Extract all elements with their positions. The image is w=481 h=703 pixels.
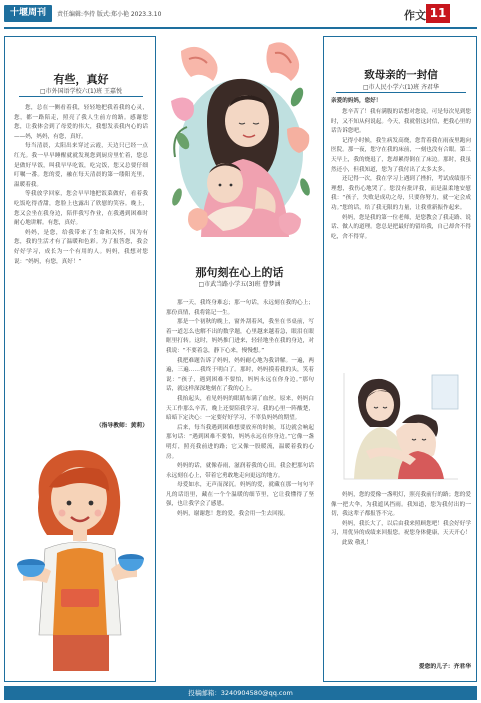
header-divider xyxy=(4,27,477,29)
paragraph: 您辛苦了！我有满腹的话想对您说，可是每次见到您时，又不知从何说起。今天，我就借这封信，把我心里的话告诉您吧。 xyxy=(331,109,471,135)
article3-rule xyxy=(336,92,466,93)
mother-child-floral-illustration xyxy=(167,37,313,251)
editor-meta: 责任编辑:李持 版式:郑小艳 2023.3.10 xyxy=(57,11,162,18)
paragraph: 母爱如水，无声而深沉。妈妈的爱，就藏在那一句句平凡的话语里，藏在一个个温暖的细节里，它让我懂得了坚强，也让我学会了感恩。 xyxy=(166,482,314,508)
article3-byline: □市人民小学六(1)班 齐君华 xyxy=(362,84,440,91)
paragraph: 后来，每当我遇到困难想要放弃的时候，耳边就会响起那句话：“遇到困难不要怕，妈妈永远在你身边。”它像一盏明灯，照亮我前进的路；它又像一股暖流，温暖着我的心房。 xyxy=(166,424,314,460)
page-header xyxy=(0,0,481,30)
paragraph: 还记得一次，我在学习上遇到了挫折，考试成绩很不理想，我伤心地哭了。您没有批评我，而是温柔地安慰我：“孩子，失败是成功之母，只要你努力，就一定会成功。”您的话，给了我无限的力量，让我重新振作起来。 xyxy=(331,176,471,211)
article2-title: 那句刻在心上的话 xyxy=(195,266,284,279)
paragraph: 每当清晨，太阳出来穿过云霞，天边只已经一点红光。我一早早睡醒就就发现您到厨房里忙着，您总是做好早饭，叫我早早吃饭，吃完饭，您又总要仔细叮嘱一番。您的爱，融在每天清晨的第一缕阳光里，温暖着我。 xyxy=(14,143,148,188)
paragraph: 妈妈，我长大了，以后由我来照顾您吧！我会好好学习，用优异的成绩来回报您。祝您身体健康，天天开心！ xyxy=(331,520,471,537)
article-column-left xyxy=(4,36,156,682)
article1-title: 有些，真好 xyxy=(53,73,109,86)
paragraph: 记得小时候，我生病发高烧，您背着我在雨夜里跑向医院。那一夜，您守在我的床前，一刻也没有合眼。第二天早上，我的烧退了，您却累得倒在了床边。那时，我虽然还小，但我知道，您为了我付出了太多太多。 xyxy=(331,137,471,173)
page-number-badge: 11 xyxy=(426,4,450,23)
paragraph: 等我放学回家，您会早早地把饭菜做好，看着我吃饭吃得香甜，您脸上也露出了欣慰的笑容。晚上，您又会坐在我身边，陪伴我写作业，在我遇到困难时耐心地讲解。有您，真好。 xyxy=(14,191,148,227)
paragraph: 妈妈的话，就像春雨，滋润着我的心田。我会把那句话永远刻在心上，带着它勇敢地走向更远的地方。 xyxy=(166,463,314,479)
newspaper-logo: 十堰周刊 xyxy=(4,5,52,22)
paragraph: 妈妈，谢谢您！您的爱，我会用一生去回报。 xyxy=(177,511,289,518)
paragraph: 那是一个初秋的晚上，窗外刮着风，我坐在书桌前，写着一道怎么也解不出的数学题，心里越来越着急，眼泪在眼眶里打转。这时，妈妈推门进来，轻轻地坐在我的身边，对我说：“不要着急，静下心来，慢慢想。” xyxy=(166,319,314,354)
paragraph: 妈妈，您是我的第一位老师，是您教会了我走路、说话、做人的道理。您总是把最好的留给我，自己却舍不得吃，舍不得穿。 xyxy=(331,214,471,240)
article2-byline: □市武当路小学五(3)班 曹梦涵 xyxy=(198,281,281,288)
paragraph: 此致 敬礼！ xyxy=(342,539,372,546)
paragraph: 那一天，我终身难忘；那一句话，永远刻在我的心上；那份真情，我将铭记一生。 xyxy=(166,300,314,316)
paragraph: 我把难题告诉了妈妈，妈妈耐心地为我讲解。一遍，两遍，三遍……我终于明白了。那时，妈妈摸着我的头，笑着说：“孩子，遇到困难不要怕，妈妈永远在你身边。”那句话，就这样深深地刻在了我的心上。 xyxy=(166,357,314,393)
paragraph: 我抬起头，看见妈妈的眼睛布满了血丝。原来，妈妈白天工作那么辛苦，晚上还要陪我学习。我的心里一阵酸楚，暗暗下定决心：一定要好好学习，不辜负妈妈的期望。 xyxy=(166,395,314,422)
paragraph: 您，总在一侧看着我，轻轻地把我着我的心灵，您，都一路陪走，照亮了我人生前方的路。感谢您您，让我体会到了母爱的伟大，我想发表我内心的话——妈，妈妈，有您，真好。 xyxy=(14,105,148,140)
mother-comfort-illustration xyxy=(336,367,466,487)
article1-byline: □市外国语学校六(1)班 王嘉悦 xyxy=(39,88,123,95)
paragraph: 妈妈，是您，给我带来了生命和关怀，因为有您，我的生活才有了温暖和色彩。为了报答您，我会好好学习，成长为一个有用的人。妈妈，我想对您说：“妈妈，有您，真好！” xyxy=(14,229,148,265)
article1-rule xyxy=(19,96,143,97)
article-column-right xyxy=(323,36,477,682)
submission-email-footer: 投稿邮箱：3240904580@qq.com xyxy=(4,686,477,700)
letter-greeting: 亲爱的妈妈，您好！ xyxy=(331,98,382,104)
paragraph: 妈妈，您的爱像一盏明灯，照亮我前行的路；您的爱像一把大伞，为我遮风挡雨。我知道，您为我付出的一切，我这辈子都报答不完。 xyxy=(331,492,471,518)
article3-body-continued xyxy=(331,491,471,549)
article1-signature: （指导教师：黄莉） xyxy=(95,423,148,429)
article2-body xyxy=(166,299,314,520)
girl-cooking-illustration xyxy=(17,439,145,675)
article3-signature: 爱您的儿子：齐君华 xyxy=(418,664,471,670)
article-column-middle xyxy=(162,36,315,682)
article3-body xyxy=(331,108,471,242)
section-title: 作文 xyxy=(404,9,426,22)
article1-body xyxy=(14,104,148,267)
article3-title: 致母亲的一封信 xyxy=(364,69,438,81)
